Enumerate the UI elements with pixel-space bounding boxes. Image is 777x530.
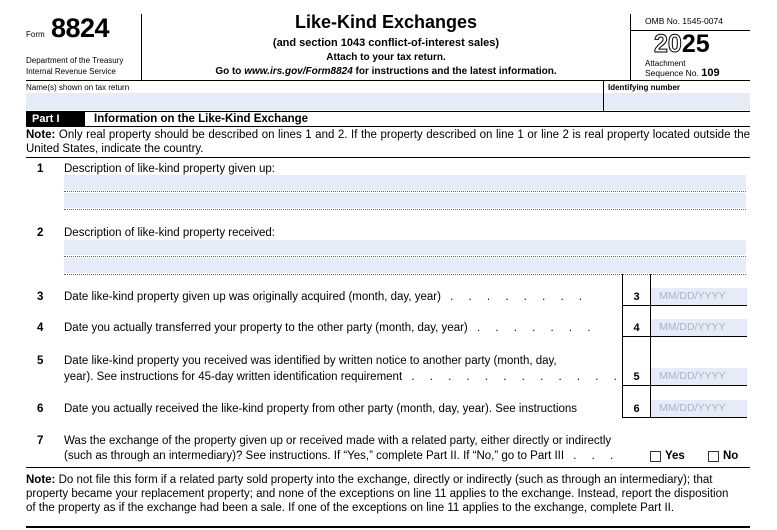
line5-date-input[interactable]: MM/DD/YYYY [651, 368, 747, 385]
line7-number: 7 [37, 435, 44, 447]
line6-number: 6 [37, 403, 44, 415]
line5-leader: . . . . . . . . . . . . [402, 371, 623, 383]
sequence-label: Sequence No. [645, 68, 699, 78]
id-label: Identifying number [608, 83, 680, 92]
goto-url[interactable]: www.irs.gov/Form8824 [244, 66, 353, 77]
line3-text: Date like-kind property given up was originally acquired (month, day, year) [64, 291, 441, 303]
line3-label [64, 291, 588, 303]
line1-label: Description of like-kind property given up: [64, 163, 275, 175]
sequence-value: 109 [701, 67, 720, 79]
line2-label: Description of like-kind property received: [64, 227, 275, 239]
form-label: Form [26, 30, 45, 39]
line4-text: Date you actually transferred your property to the other party (month, day, year) [64, 322, 468, 334]
line7-yes-checkbox[interactable] [650, 451, 661, 462]
line4-leader: . . . . . . . [467, 322, 597, 334]
bottom-note-label: Note: [26, 474, 56, 486]
identifying-number-input[interactable] [604, 93, 750, 110]
line7-leader: . . . [564, 450, 620, 462]
line5-number: 5 [37, 355, 44, 367]
line3-number: 3 [37, 291, 44, 303]
bottom-note-line2: property became your replacement property; and none of the exceptions on line 11 applies to the exchange. Instead, report the disposition [26, 488, 729, 500]
form-number: 8824 [51, 13, 110, 43]
part1-tag: Part I [26, 112, 85, 126]
line3-date-input[interactable]: MM/DD/YYYY [651, 288, 747, 305]
line2-input-row2[interactable] [64, 258, 746, 273]
bottom-note-text1: Do not file this form if a related party sold property into the exchange, directly or indirectly (such as through an intermediary); that [55, 474, 713, 486]
line6-date-input[interactable]: MM/DD/YYYY [651, 400, 747, 417]
name-input[interactable] [26, 93, 603, 110]
irs-text: Internal Revenue Service [26, 67, 116, 76]
bottom-note-line1 [26, 474, 713, 486]
line6-label: Date you actually received the like-kind property from other party (month, day, year). See instructions [64, 403, 578, 415]
line2-input-row1[interactable] [64, 240, 746, 255]
year-outline: 20 [654, 30, 682, 58]
line7-text: (such as through an intermediary)? See instructions. If “Yes,” complete Part II. If “No,” go to Part III [64, 450, 565, 462]
line5-label-1: Date like-kind property you received was identified by written notice to another party (month, day, [64, 355, 557, 367]
year-bold: 25 [681, 30, 710, 58]
line2-number: 2 [37, 227, 44, 239]
name-label: Name(s) shown on tax return [26, 83, 130, 92]
line1-input-row1[interactable] [64, 175, 746, 190]
part1-title: Information on the Like-Kind Exchange [94, 113, 309, 125]
department-text: Department of the Treasury [26, 56, 124, 65]
line5-box-label: 5 [633, 371, 640, 383]
form-subtitle: (and section 1043 conflict-of-interest sales) [272, 37, 500, 49]
attachment-label: Attachment [645, 59, 686, 68]
goto-suffix: for instructions and the latest information. [352, 66, 557, 77]
bottom-note-line3: of the property as if the exchange had been a sale. If one of the exceptions on line 11 applies to the exchange, complete Part II. [26, 502, 675, 514]
form-title: Like-Kind Exchanges [294, 12, 478, 32]
line5-label-2 [64, 371, 623, 383]
tax-year [654, 30, 710, 59]
line7-yes-label: Yes [665, 450, 685, 462]
part1-note [26, 129, 750, 156]
line4-box-label: 4 [633, 322, 640, 334]
line6-box-label: 6 [633, 403, 640, 415]
line3-box-label: 3 [633, 291, 640, 303]
line4-number: 4 [37, 322, 44, 334]
line3-leader: . . . . . . . . [440, 291, 589, 303]
attach-instruction: Attach to your tax return. [326, 52, 446, 63]
part1-note-text: Only real property should be described on lines 1 and 2. If the property described on line 1 or line 2 is real property located outside the United States, indicate the country. [26, 129, 750, 155]
line5-text: year). See instructions for 45-day written identification requirement [64, 371, 403, 383]
sequence-number [645, 67, 720, 79]
line7-no-checkbox[interactable] [708, 451, 719, 462]
goto-prefix: Go to [215, 66, 245, 77]
line1-input-row2[interactable] [64, 193, 746, 208]
line7-no-label: No [723, 450, 739, 462]
line7-label-1: Was the exchange of the property given up or received made with a related party, either directly or indirectly [64, 435, 612, 447]
part1-note-label: Note: [26, 129, 56, 141]
line4-date-input[interactable]: MM/DD/YYYY [651, 319, 747, 336]
line1-number: 1 [37, 163, 44, 175]
line7-label-2 [64, 450, 619, 462]
line4-label [64, 322, 597, 334]
goto-instruction [142, 66, 630, 77]
omb-number: OMB No. 1545-0074 [645, 16, 723, 26]
